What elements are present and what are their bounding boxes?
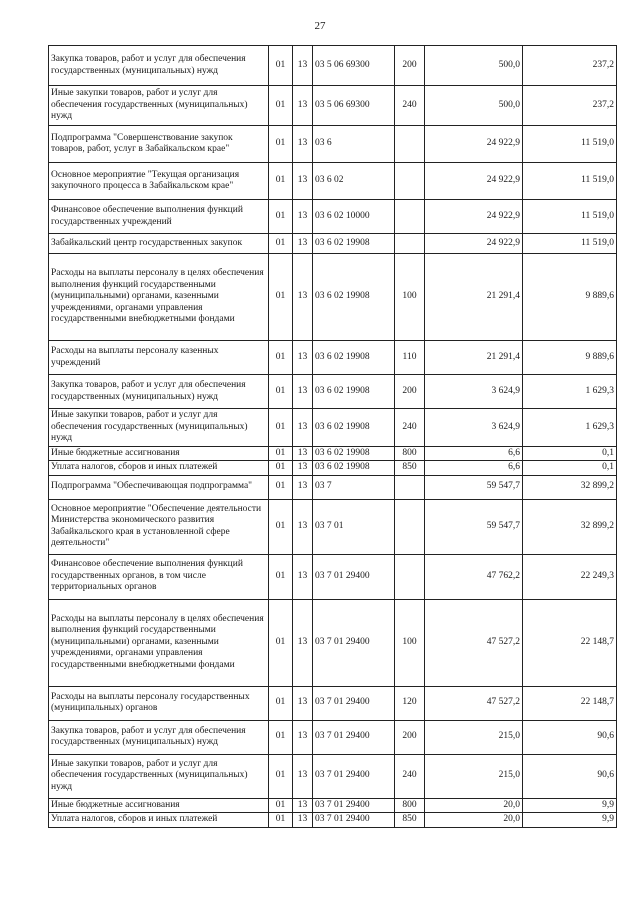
row-name-cell: Финансовое обеспечение выполнения функций государственных органов, в том числе территориальных органов [49, 554, 269, 599]
row-expense-type-cell: 120 [395, 686, 425, 720]
row-expense-type-cell: 850 [395, 461, 425, 476]
table-row [49, 446, 617, 461]
row-article-cell: 03 6 02 10000 [313, 200, 395, 234]
row-planned-amount-cell: 24 922,9 [425, 126, 523, 163]
row-name-cell: Закупка товаров, работ и услуг для обеспечения государственных (муниципальных) нужд [49, 375, 269, 409]
row-section-cell: 01 [269, 46, 293, 86]
row-article-cell: 03 6 02 19908 [313, 375, 395, 409]
row-section-cell: 01 [269, 686, 293, 720]
row-article-cell: 03 7 01 29400 [313, 798, 395, 813]
row-subsection-cell: 13 [293, 46, 313, 86]
row-planned-amount-cell: 24 922,9 [425, 234, 523, 254]
row-name-cell: Иные бюджетные ассигнования [49, 798, 269, 813]
row-expense-type-cell: 200 [395, 46, 425, 86]
table-row [49, 254, 617, 341]
row-subsection-cell: 13 [293, 409, 313, 447]
budget-table [48, 45, 617, 828]
row-section-cell: 01 [269, 341, 293, 375]
row-article-cell: 03 7 01 29400 [313, 813, 395, 828]
table-row [49, 686, 617, 720]
row-article-cell: 03 7 [313, 475, 395, 499]
row-expense-type-cell: 240 [395, 86, 425, 126]
row-executed-amount-cell: 22 148,7 [523, 599, 617, 686]
row-planned-amount-cell: 500,0 [425, 86, 523, 126]
row-section-cell: 01 [269, 813, 293, 828]
row-executed-amount-cell: 9 889,6 [523, 254, 617, 341]
row-planned-amount-cell: 3 624,9 [425, 375, 523, 409]
row-expense-type-cell: 240 [395, 754, 425, 798]
row-section-cell: 01 [269, 126, 293, 163]
row-planned-amount-cell: 215,0 [425, 754, 523, 798]
row-executed-amount-cell: 32 899,2 [523, 475, 617, 499]
row-executed-amount-cell: 32 899,2 [523, 499, 617, 554]
table-row [49, 46, 617, 86]
table-row [49, 86, 617, 126]
row-planned-amount-cell: 6,6 [425, 446, 523, 461]
table-row [49, 163, 617, 200]
row-article-cell: 03 6 [313, 126, 395, 163]
row-article-cell: 03 6 02 19908 [313, 409, 395, 447]
row-planned-amount-cell: 47 762,2 [425, 554, 523, 599]
row-expense-type-cell: 850 [395, 813, 425, 828]
row-name-cell: Иные закупки товаров, работ и услуг для обеспечения государственных (муниципальных) нужд [49, 409, 269, 447]
row-executed-amount-cell: 0,1 [523, 446, 617, 461]
row-subsection-cell: 13 [293, 446, 313, 461]
row-section-cell: 01 [269, 475, 293, 499]
row-executed-amount-cell: 11 519,0 [523, 126, 617, 163]
row-article-cell: 03 5 06 69300 [313, 86, 395, 126]
row-section-cell: 01 [269, 798, 293, 813]
row-section-cell: 01 [269, 86, 293, 126]
row-name-cell: Расходы на выплаты персоналу государственных (муниципальных) органов [49, 686, 269, 720]
row-subsection-cell: 13 [293, 234, 313, 254]
row-expense-type-cell [395, 234, 425, 254]
row-executed-amount-cell: 0,1 [523, 461, 617, 476]
row-subsection-cell: 13 [293, 798, 313, 813]
row-section-cell: 01 [269, 200, 293, 234]
row-planned-amount-cell: 59 547,7 [425, 499, 523, 554]
row-executed-amount-cell: 1 629,3 [523, 375, 617, 409]
row-article-cell: 03 7 01 29400 [313, 720, 395, 754]
row-subsection-cell: 13 [293, 599, 313, 686]
row-name-cell: Иные закупки товаров, работ и услуг для обеспечения государственных (муниципальных) нужд [49, 754, 269, 798]
row-section-cell: 01 [269, 499, 293, 554]
row-expense-type-cell [395, 475, 425, 499]
row-expense-type-cell [395, 200, 425, 234]
row-executed-amount-cell: 11 519,0 [523, 234, 617, 254]
row-section-cell: 01 [269, 254, 293, 341]
row-executed-amount-cell: 9 889,6 [523, 341, 617, 375]
table-row [49, 599, 617, 686]
row-subsection-cell: 13 [293, 720, 313, 754]
row-planned-amount-cell: 3 624,9 [425, 409, 523, 447]
row-article-cell: 03 7 01 29400 [313, 754, 395, 798]
row-article-cell: 03 6 02 19908 [313, 446, 395, 461]
row-executed-amount-cell: 9,9 [523, 798, 617, 813]
row-section-cell: 01 [269, 554, 293, 599]
row-article-cell: 03 7 01 [313, 499, 395, 554]
row-article-cell: 03 6 02 19908 [313, 341, 395, 375]
row-article-cell: 03 6 02 19908 [313, 234, 395, 254]
row-executed-amount-cell: 22 249,3 [523, 554, 617, 599]
row-planned-amount-cell: 47 527,2 [425, 599, 523, 686]
table-row [49, 798, 617, 813]
row-article-cell: 03 7 01 29400 [313, 554, 395, 599]
row-article-cell: 03 6 02 [313, 163, 395, 200]
row-section-cell: 01 [269, 234, 293, 254]
table-row [49, 461, 617, 476]
row-executed-amount-cell: 90,6 [523, 754, 617, 798]
row-name-cell: Подпрограмма "Совершенствование закупок товаров, работ, услуг в Забайкальском крае" [49, 126, 269, 163]
row-name-cell: Уплата налогов, сборов и иных платежей [49, 461, 269, 476]
table-row [49, 554, 617, 599]
row-planned-amount-cell: 24 922,9 [425, 163, 523, 200]
row-executed-amount-cell: 9,9 [523, 813, 617, 828]
table-row [49, 234, 617, 254]
table-row [49, 126, 617, 163]
table-row [49, 475, 617, 499]
row-subsection-cell: 13 [293, 461, 313, 476]
row-subsection-cell: 13 [293, 499, 313, 554]
table-row [49, 754, 617, 798]
row-subsection-cell: 13 [293, 86, 313, 126]
row-subsection-cell: 13 [293, 554, 313, 599]
row-name-cell: Основное мероприятие "Текущая организация закупочного процесса в Забайкальском крае" [49, 163, 269, 200]
row-section-cell: 01 [269, 446, 293, 461]
row-planned-amount-cell: 20,0 [425, 798, 523, 813]
table-row [49, 813, 617, 828]
row-planned-amount-cell: 21 291,4 [425, 341, 523, 375]
row-planned-amount-cell: 20,0 [425, 813, 523, 828]
row-subsection-cell: 13 [293, 475, 313, 499]
table-row [49, 375, 617, 409]
row-executed-amount-cell: 1 629,3 [523, 409, 617, 447]
row-expense-type-cell: 200 [395, 720, 425, 754]
row-subsection-cell: 13 [293, 126, 313, 163]
row-expense-type-cell [395, 126, 425, 163]
row-expense-type-cell [395, 554, 425, 599]
row-section-cell: 01 [269, 461, 293, 476]
row-expense-type-cell: 800 [395, 798, 425, 813]
row-name-cell: Финансовое обеспечение выполнения функций государственных учреждений [49, 200, 269, 234]
table-row [49, 409, 617, 447]
page-number: 27 [314, 20, 326, 32]
table-row [49, 499, 617, 554]
row-expense-type-cell: 200 [395, 375, 425, 409]
table-row [49, 720, 617, 754]
row-planned-amount-cell: 215,0 [425, 720, 523, 754]
row-subsection-cell: 13 [293, 200, 313, 234]
row-section-cell: 01 [269, 599, 293, 686]
row-section-cell: 01 [269, 409, 293, 447]
row-executed-amount-cell: 22 148,7 [523, 686, 617, 720]
row-name-cell: Закупка товаров, работ и услуг для обеспечения государственных (муниципальных) нужд [49, 720, 269, 754]
row-subsection-cell: 13 [293, 754, 313, 798]
row-section-cell: 01 [269, 720, 293, 754]
row-planned-amount-cell: 500,0 [425, 46, 523, 86]
row-executed-amount-cell: 90,6 [523, 720, 617, 754]
row-expense-type-cell [395, 499, 425, 554]
row-executed-amount-cell: 11 519,0 [523, 163, 617, 200]
row-planned-amount-cell: 59 547,7 [425, 475, 523, 499]
budget-table-body [49, 46, 617, 828]
row-expense-type-cell: 110 [395, 341, 425, 375]
row-article-cell: 03 6 02 19908 [313, 461, 395, 476]
row-expense-type-cell: 800 [395, 446, 425, 461]
row-article-cell: 03 5 06 69300 [313, 46, 395, 86]
row-subsection-cell: 13 [293, 813, 313, 828]
table-row [49, 341, 617, 375]
row-name-cell: Расходы на выплаты персоналу в целях обеспечения выполнения функций государственными (муниципальными) органами, казенными учреждениями, органами управления государственными внебюджетными фондами [49, 599, 269, 686]
row-name-cell: Иные закупки товаров, работ и услуг для обеспечения государственных (муниципальных) нужд [49, 86, 269, 126]
row-name-cell: Закупка товаров, работ и услуг для обеспечения государственных (муниципальных) нужд [49, 46, 269, 86]
row-planned-amount-cell: 47 527,2 [425, 686, 523, 720]
row-subsection-cell: 13 [293, 375, 313, 409]
row-planned-amount-cell: 24 922,9 [425, 200, 523, 234]
row-section-cell: 01 [269, 754, 293, 798]
row-executed-amount-cell: 237,2 [523, 46, 617, 86]
row-subsection-cell: 13 [293, 163, 313, 200]
row-subsection-cell: 13 [293, 686, 313, 720]
row-name-cell: Иные бюджетные ассигнования [49, 446, 269, 461]
row-subsection-cell: 13 [293, 254, 313, 341]
row-subsection-cell: 13 [293, 341, 313, 375]
row-article-cell: 03 7 01 29400 [313, 599, 395, 686]
row-expense-type-cell: 240 [395, 409, 425, 447]
row-name-cell: Уплата налогов, сборов и иных платежей [49, 813, 269, 828]
row-section-cell: 01 [269, 375, 293, 409]
row-name-cell: Расходы на выплаты персоналу казенных учреждений [49, 341, 269, 375]
row-expense-type-cell: 100 [395, 599, 425, 686]
row-executed-amount-cell: 11 519,0 [523, 200, 617, 234]
table-row [49, 200, 617, 234]
row-article-cell: 03 7 01 29400 [313, 686, 395, 720]
row-expense-type-cell: 100 [395, 254, 425, 341]
row-executed-amount-cell: 237,2 [523, 86, 617, 126]
row-name-cell: Подпрограмма "Обеспечивающая подпрограмма" [49, 475, 269, 499]
row-planned-amount-cell: 6,6 [425, 461, 523, 476]
row-name-cell: Забайкальский центр государственных закупок [49, 234, 269, 254]
row-section-cell: 01 [269, 163, 293, 200]
row-expense-type-cell [395, 163, 425, 200]
row-name-cell: Основное мероприятие "Обеспечение деятельности Министерства экономического развития Забайкальского края в установленной сфере деятельности" [49, 499, 269, 554]
row-name-cell: Расходы на выплаты персоналу в целях обеспечения выполнения функций государственными (муниципальными) органами, казенными учреждениями, органами управления государственными внебюджетными фондами [49, 254, 269, 341]
row-article-cell: 03 6 02 19908 [313, 254, 395, 341]
row-planned-amount-cell: 21 291,4 [425, 254, 523, 341]
